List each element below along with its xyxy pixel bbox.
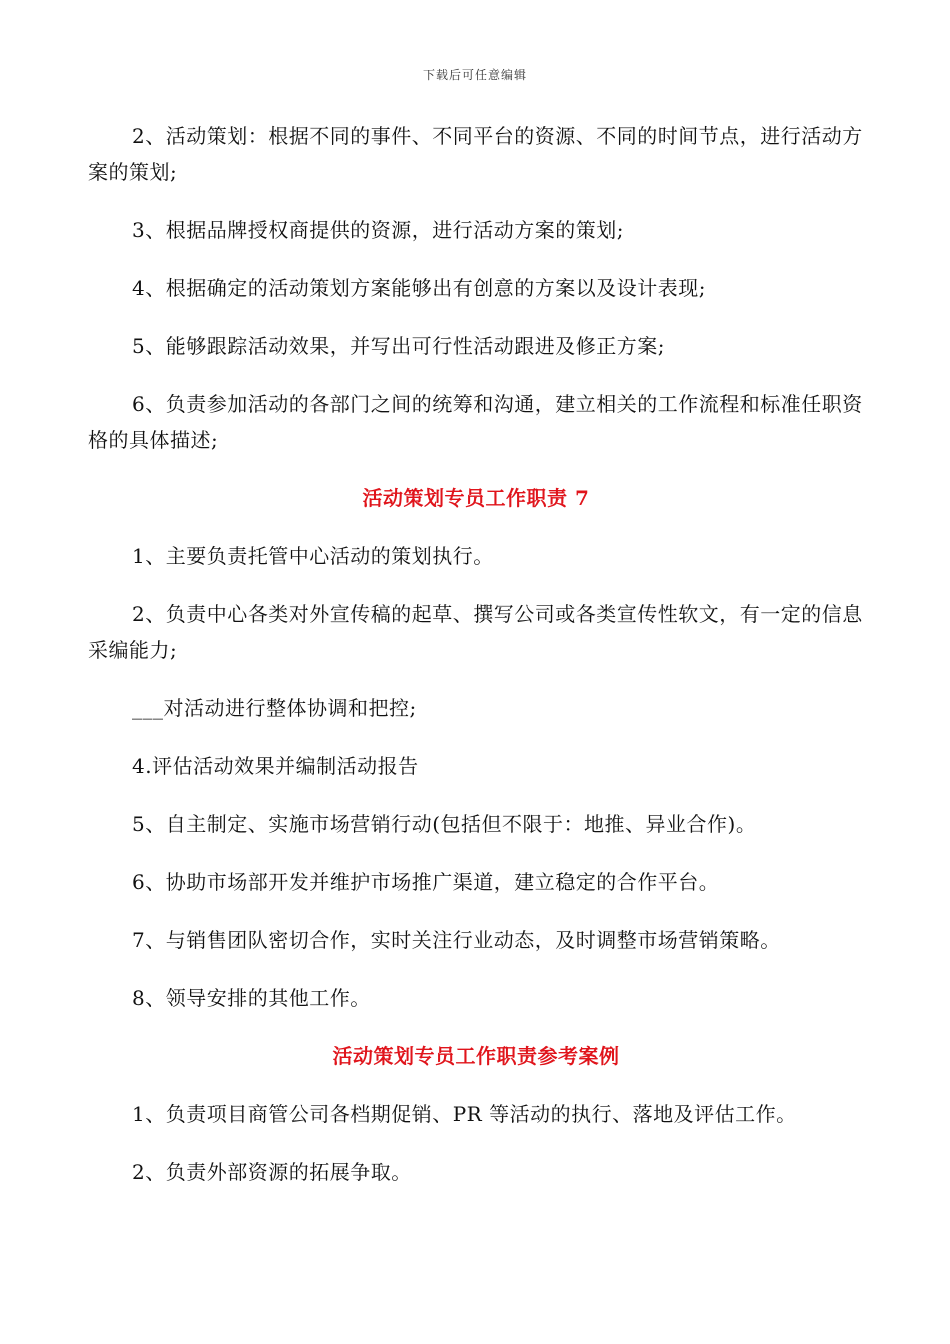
list-item: 5、自主制定、实施市场营销行动(包括但不限于：地推、异业合作)。 <box>132 812 757 836</box>
document-body <box>88 118 864 1212</box>
list-item: 6、负责参加活动的各部门之间的统筹和沟通，建立相关的工作流程和标准任职资格的具体描述; <box>88 392 863 452</box>
list-item: 5、能够跟踪活动效果，并写出可行性活动跟进及修正方案; <box>132 334 665 358</box>
list-item: 3、根据品牌授权商提供的资源，进行活动方案的策划; <box>132 218 624 242</box>
list-item: 1、主要负责托管中心活动的策划执行。 <box>132 544 494 568</box>
list-item: 4、根据确定的活动策划方案能够出有创意的方案以及设计表现; <box>132 276 706 300</box>
list-item: 7、与销售团队密切合作，实时关注行业动态，及时调整市场营销策略。 <box>132 928 781 952</box>
list-item: 2、负责中心各类对外宣传稿的起草、撰写公司或各类宣传性软文，有一定的信息采编能力; <box>88 602 863 662</box>
list-item: 2、负责外部资源的拓展争取。 <box>132 1160 412 1184</box>
list-item: 4.评估活动效果并编制活动报告 <box>132 754 419 778</box>
list-item: 8、领导安排的其他工作。 <box>132 986 371 1010</box>
list-item: 6、协助市场部开发并维护市场推广渠道，建立稳定的合作平台。 <box>132 870 720 894</box>
header-note: 下载后可任意编辑 <box>422 68 527 82</box>
list-item: 2、活动策划：根据不同的事件、不同平台的资源、不同的时间节点，进行活动方案的策划; <box>88 124 863 184</box>
list-item: 1、负责项目商管公司各档期促销、PR 等活动的执行、落地及评估工作。 <box>132 1102 797 1126</box>
section-heading: 活动策划专员工作职责 7 <box>362 486 590 510</box>
list-item: ___对活动进行整体协调和把控; <box>132 696 417 720</box>
section-heading: 活动策划专员工作职责参考案例 <box>332 1044 620 1068</box>
